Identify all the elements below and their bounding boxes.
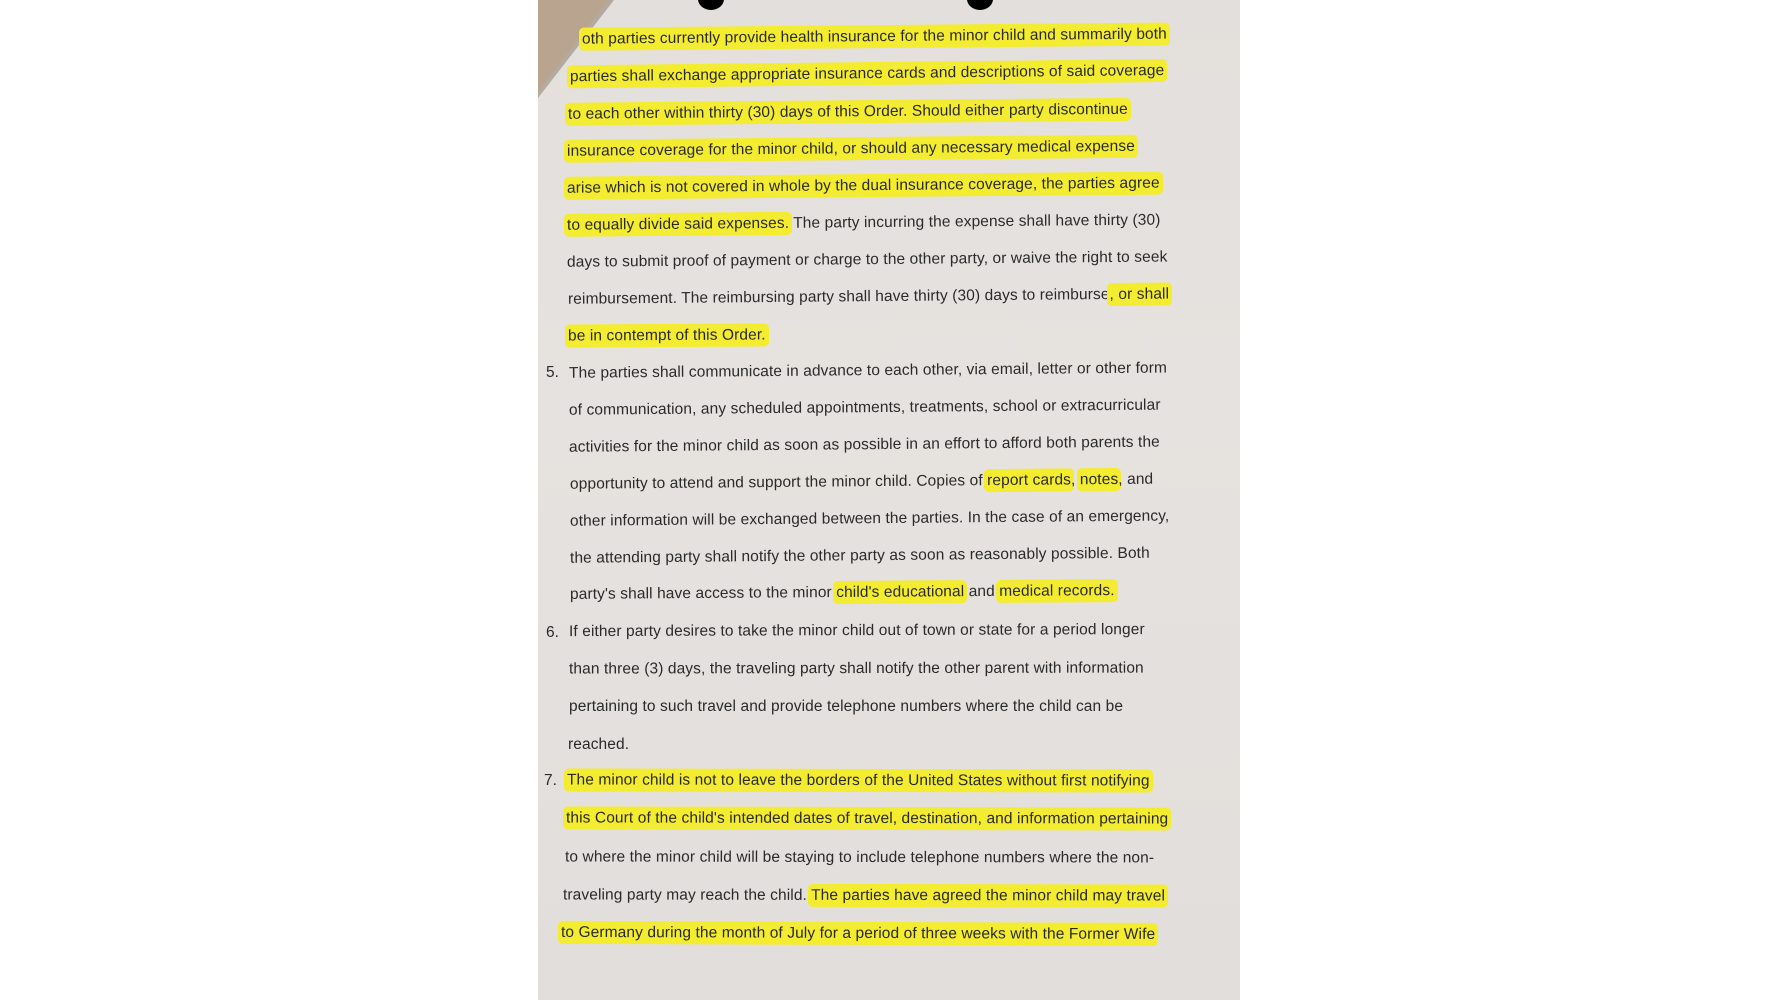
highlighted-text: this Court of the child's intended dates of travel, destination, and information pertaining <box>565 809 1169 828</box>
doc-line <box>566 807 1204 830</box>
line-text: opportunity to attend and support the minor child. Copies of <box>569 472 988 493</box>
doc-line <box>567 209 1197 236</box>
doc-line <box>569 357 1201 385</box>
line-text: , and <box>1118 470 1154 488</box>
doc-line <box>570 468 1202 496</box>
highlighted-text: to Germany during the month of July for a period of three weeks with the Former Wife <box>560 923 1156 943</box>
doc-line <box>563 884 1206 907</box>
doc-line <box>567 246 1197 273</box>
doc-line <box>568 734 629 756</box>
doc-line <box>569 696 1203 718</box>
highlighted-text: oth parties currently provide health insurance for the minor child and summarily both <box>581 25 1167 48</box>
highlighted-text: child's educational <box>836 583 965 602</box>
paragraph-number: 5. <box>546 364 559 381</box>
doc-line <box>570 505 1203 533</box>
line-text: of communication, any scheduled appointments, treatments, school or extracurricular <box>568 396 1161 419</box>
doc-line <box>569 619 1203 643</box>
line-text: reimbursement. The reimbursing party shall have thirty (30) days to reimburse <box>567 286 1110 308</box>
highlighted-text: The parties have agreed the minor child may travel <box>811 886 1166 905</box>
punch-hole-right <box>967 0 993 10</box>
highlighted-text: medical records. <box>999 582 1115 600</box>
doc-line <box>567 769 1204 792</box>
doc-line <box>570 542 1203 570</box>
highlighted-text: report cards <box>987 471 1072 490</box>
highlighted-text: arise which is not covered in whole by the dual insurance coverage, the parties agree <box>566 174 1160 197</box>
doc-line <box>568 283 1198 310</box>
highlighted-text: to equally divide said expenses. <box>566 214 790 234</box>
highlighted-text: insurance coverage for the minor child, or should any necessary medical expense <box>566 137 1135 160</box>
highlighted-text: , or shall <box>1109 285 1170 304</box>
line-text: party's shall have access to the minor <box>569 584 837 603</box>
doc-line <box>568 98 1194 125</box>
line-text: than three (3) days, the traveling party shall notify the other parent with information <box>568 659 1144 678</box>
line-text: , <box>1070 471 1080 489</box>
line-text: The parties shall communicate in advance to each other, via email, letter or other form <box>568 359 1168 382</box>
doc-line <box>569 431 1201 459</box>
line-text: If either party desires to take the minor child out of town or state for a period longer <box>568 621 1145 641</box>
highlighted-text: parties shall exchange appropriate insurance cards and descriptions of said coverage <box>569 62 1165 86</box>
highlighted-text: be in contempt of this Order. <box>567 326 766 345</box>
doc-line <box>570 60 1192 89</box>
doc-line <box>569 657 1203 680</box>
doc-line <box>567 135 1194 162</box>
paragraph-number: 7. <box>544 772 557 789</box>
punch-hole-left <box>698 0 724 10</box>
doc-line <box>565 846 1205 869</box>
line-text: reached. <box>568 736 630 753</box>
line-text: pertaining to such travel and provide telephone numbers where the child can be <box>569 698 1124 715</box>
paragraph-number: 6. <box>546 624 559 641</box>
highlighted-text: The minor child is not to leave the borders of the United States without first notifying <box>566 771 1150 790</box>
highlighted-text: to each other within thirty (30) days of this Order. Should either party discontinue <box>567 100 1128 123</box>
line-text: and <box>964 582 1000 601</box>
doc-line <box>561 922 1207 946</box>
doc-line <box>568 324 766 347</box>
doc-line <box>567 172 1195 199</box>
doc-line <box>570 580 1115 606</box>
doc-line <box>569 394 1201 422</box>
highlighted-text: notes <box>1079 470 1119 489</box>
line-text: activities for the minor child as soon as possible in an effort to afford both parents the <box>568 433 1160 456</box>
line-text: traveling party may reach the child. <box>562 886 812 904</box>
document-page <box>538 0 1240 1000</box>
line-text: to where the minor child will be staying to include telephone numbers where the non- <box>564 848 1155 867</box>
line-text: The party incurring the expense shall have thirty (30) <box>788 211 1161 232</box>
line-text: the attending party shall notify the other party as soon as reasonably possible. Both <box>569 544 1150 567</box>
line-text: other information will be exchanged between the parties. In the case of an emergency, <box>569 507 1170 530</box>
doc-line <box>582 23 1192 50</box>
line-text: days to submit proof of payment or charge to the other party, or waive the right to seek <box>566 248 1168 271</box>
